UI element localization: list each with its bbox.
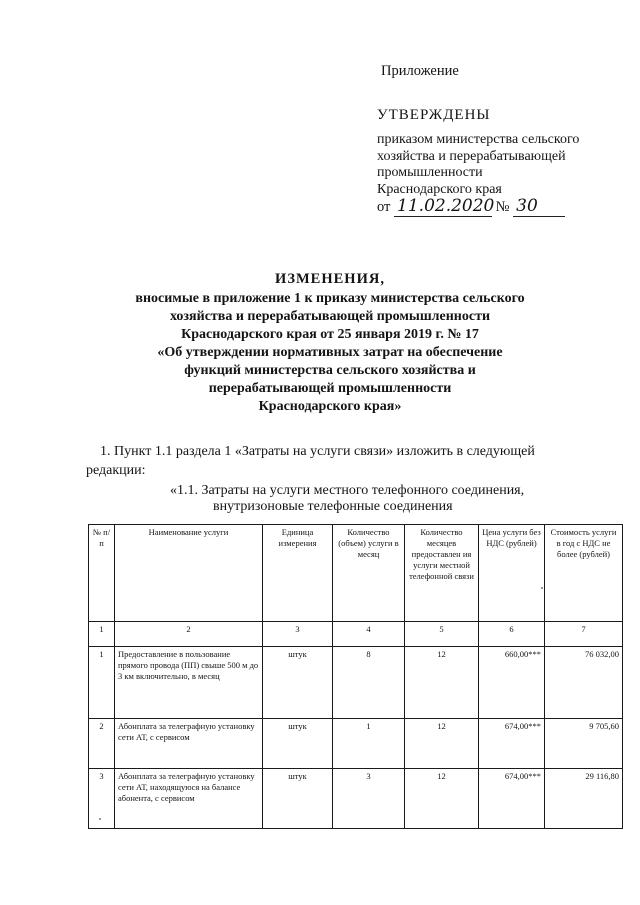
header-cell: № п/п [89, 525, 115, 622]
unit-cell: штук [263, 647, 333, 719]
table-row [89, 769, 623, 829]
title-line-5: функций министерства сельского хозяйства и [184, 363, 476, 378]
paragraph-line-1: 1. Пункт 1.1 раздела 1 «Затраты на услуги связи» изложить в следующей [100, 444, 535, 459]
quantity-cell: 1 [333, 719, 405, 769]
cost-cell: 76 032,00 [545, 647, 623, 719]
section-heading-line-1: «1.1. Затраты на услуги местного телефонного соединения, [170, 483, 525, 498]
row-number: 1 [89, 647, 115, 719]
services-table [88, 524, 623, 829]
order-date: 11.02.2020 [394, 196, 492, 217]
title-line-4: «Об утверждении нормативных затрат на обеспечение [157, 345, 503, 360]
service-name: Абонплата за телеграфную установку сети АТ, с сервисом [115, 719, 263, 769]
price-cell: 674,00*** [479, 719, 545, 769]
header-cell: Наименование услуги [115, 525, 263, 622]
approved-line-1: приказом министерства сельского [377, 132, 580, 147]
paragraph-line-2: редакции: [86, 463, 146, 478]
approved-line-2: хозяйства и перерабатывающей [377, 149, 566, 164]
cost-cell: 9 705,60 [545, 719, 623, 769]
months-cell: 12 [405, 719, 479, 769]
months-cell: 12 [405, 769, 479, 829]
months-cell: 12 [405, 647, 479, 719]
price-cell: 674,00*** [479, 769, 545, 829]
approved-line-4: Краснодарского края [377, 182, 502, 197]
column-number: 7 [545, 622, 623, 647]
row-number: 3 [89, 769, 115, 829]
row-number: 2 [89, 719, 115, 769]
header-cell: Стоимость услуги в год с НДС не более (рублей) [545, 525, 623, 622]
header-cell: Количество месяцев предоставлен ия услуги местной телефонной связи [405, 525, 479, 622]
table-header-row [89, 525, 623, 622]
title-line-7: Краснодарского края» [258, 399, 402, 414]
title-line-2: хозяйства и перерабатывающей промышленности [169, 309, 491, 324]
order-number: 30 [513, 196, 565, 217]
quantity-cell: 3 [333, 769, 405, 829]
cost-cell: 29 116,80 [545, 769, 623, 829]
header-cell: Единица измерения [263, 525, 333, 622]
section-heading-line-2: внутризоновые телефонные соединения [213, 499, 453, 514]
column-number: 3 [263, 622, 333, 647]
approved-title: УТВЕРЖДЕНЫ [377, 107, 491, 123]
document-title: ИЗМЕНЕНИЯ, [275, 271, 385, 287]
quantity-cell: 8 [333, 647, 405, 719]
order-prefix: от [377, 199, 391, 215]
order-line [377, 196, 565, 217]
column-number: 5 [405, 622, 479, 647]
unit-cell: штук [263, 769, 333, 829]
header-cell: Количество (объем) услуги в месяц [333, 525, 405, 622]
unit-cell: штук [263, 719, 333, 769]
price-cell: 660,00*** [479, 647, 545, 719]
scan-speck [541, 587, 543, 589]
title-line-6: перерабатывающей промышленности [208, 381, 452, 396]
title-line-3: Краснодарского края от 25 января 2019 г. № 17 [181, 327, 479, 342]
service-name: Абонплата за телеграфную установку сети АТ, находящуюся на балансе абонента, с сервисом [115, 769, 263, 829]
header-cell: Цена услуги без НДС (рублей) [479, 525, 545, 622]
column-number: 2 [115, 622, 263, 647]
appendix-label: Приложение [381, 63, 459, 79]
service-name: Предоставление в пользование прямого провода (ПП) свыше 500 м до 3 км включительно, в месяц [115, 647, 263, 719]
column-number: 4 [333, 622, 405, 647]
scan-speck [99, 818, 101, 820]
column-number: 1 [89, 622, 115, 647]
order-number-sign: № [495, 199, 510, 215]
table-row [89, 719, 623, 769]
approved-line-3: промышленности [377, 165, 483, 180]
title-line-1: вносимые в приложение 1 к приказу министерства сельского [135, 291, 525, 306]
table-row [89, 647, 623, 719]
column-number: 6 [479, 622, 545, 647]
column-number-row [89, 622, 623, 647]
